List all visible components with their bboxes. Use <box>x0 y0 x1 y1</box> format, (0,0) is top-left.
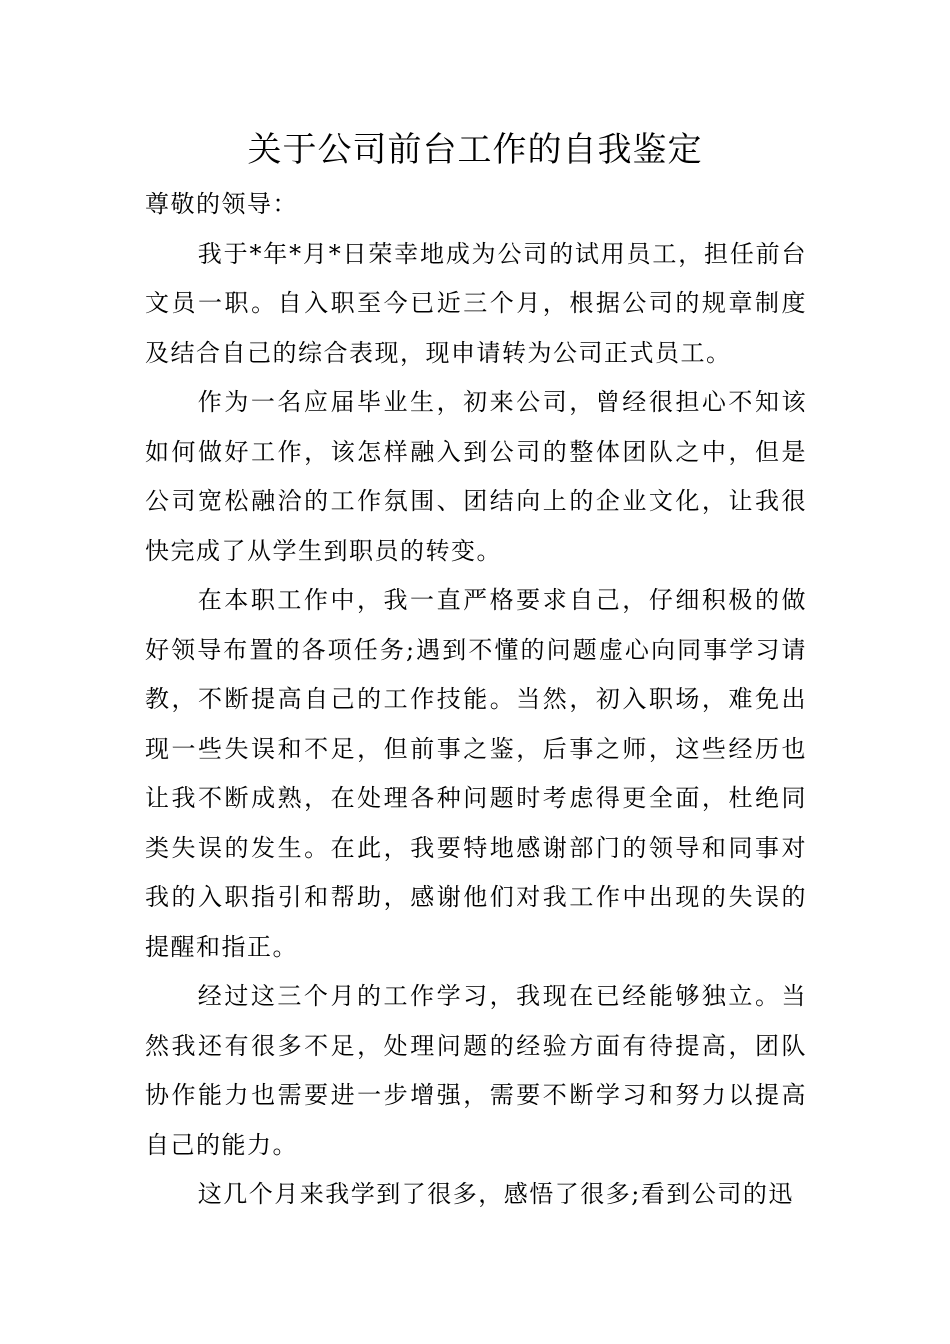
salutation: 尊敬的领导： <box>145 190 298 218</box>
document-title: 关于公司前台工作的自我鉴定 <box>247 130 703 170</box>
document-body <box>145 180 807 1220</box>
paragraph-4: 经过这三个月的工作学习，我现在已经能够独立。当然我还有很多不足，处理问题的经验方面有待提高，团队协作能力也需要进一步增强，需要不断学习和努力以提高自己的能力。 <box>145 982 807 1159</box>
paragraph-5: 这几个月来我学到了很多，感悟了很多;看到公司的迅 <box>197 1180 794 1208</box>
paragraph-3: 在本职工作中，我一直严格要求自己，仔细积极的做好领导布置的各项任务;遇到不懂的问题虚心向同事学习请教，不断提高自己的工作技能。当然，初入职场，难免出现一些失误和不足，但前事之鉴，后事之师，这些经历也让我不断成熟，在处理各种问题时考虑得更全面，杜绝同类失误的发生。在此，我要特地感谢部门的领导和同事对我的入职指引和帮助，感谢他们对我工作中出现的失误的提醒和指正。 <box>145 586 807 961</box>
paragraph-2: 作为一名应届毕业生，初来公司，曾经很担心不知该如何做好工作，该怎样融入到公司的整体团队之中，但是公司宽松融洽的工作氛围、团结向上的企业文化，让我很快完成了从学生到职员的转变。 <box>145 388 807 565</box>
paragraph-1: 我于*年*月*日荣幸地成为公司的试用员工，担任前台文员一职。自入职至今已近三个月，根据公司的规章制度及结合自己的综合表现，现申请转为公司正式员工。 <box>145 239 807 367</box>
